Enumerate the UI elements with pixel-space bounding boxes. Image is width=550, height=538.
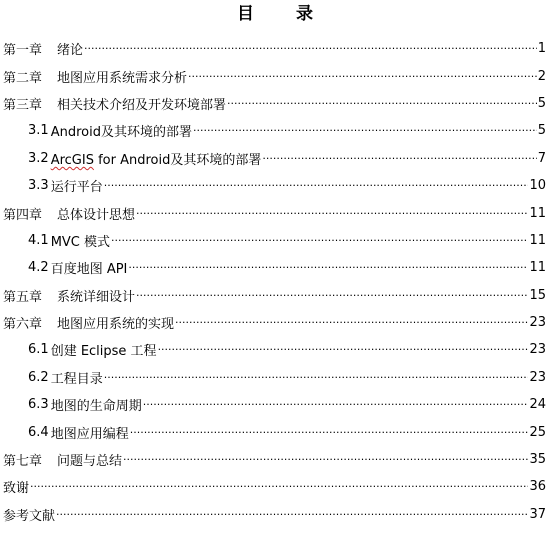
toc-entry-label: ArcGIS for Android及其环境的部署 (50, 152, 262, 168)
toc-entry-number: 3.2 (28, 150, 49, 166)
toc-entry-page-number: 11 (529, 205, 546, 221)
toc-leader-dots (111, 234, 528, 247)
toc-entry-page-number: 35 (529, 452, 546, 468)
page-title: 目 录 (237, 4, 331, 24)
toc-leader-dots (188, 70, 537, 83)
toc-entry[interactable] (0, 282, 550, 309)
toc-entry-label: 总体设计思想 (57, 207, 136, 223)
toc-entry[interactable] (0, 199, 550, 226)
toc-entry-label: 百度地图 API (50, 262, 128, 278)
toc-entry-number: 第一章 (3, 43, 43, 59)
toc-entry-page-number: 1 (537, 41, 546, 57)
toc-entry-number: 6.4 (28, 424, 49, 440)
toc-leader-dots (136, 207, 528, 220)
toc-leader-dots (123, 453, 528, 466)
toc-entry-number: 4.2 (28, 260, 49, 276)
toc-entry-label: 地图应用系统的实现 (57, 317, 175, 333)
toc-entry[interactable] (0, 501, 550, 528)
toc-entry[interactable] (0, 309, 550, 336)
toc-entry-page-number: 11 (529, 232, 546, 248)
toc-entry[interactable] (0, 145, 550, 172)
toc-entry[interactable] (0, 172, 550, 199)
toc-entry[interactable] (0, 62, 550, 89)
toc-entry-page-number: 10 (529, 178, 546, 194)
toc-entry-number: 第三章 (3, 97, 43, 113)
toc-leader-dots (136, 289, 528, 302)
toc-entry-page-number: 36 (529, 479, 546, 495)
toc-entry-label: 相关技术介绍及开发环境部署 (57, 97, 227, 113)
toc-leader-dots (30, 480, 528, 493)
toc-leader-dots (193, 124, 537, 137)
toc-leader-dots (104, 371, 529, 384)
toc-entry[interactable] (0, 446, 550, 473)
toc-entry-label: MVC 模式 (50, 234, 111, 250)
toc-entry-page-number: 5 (537, 123, 546, 139)
toc-entry-page-number: 25 (529, 424, 546, 440)
toc-leader-dots (104, 179, 529, 192)
toc-entry[interactable] (0, 418, 550, 445)
toc-entry-label: 系统详细设计 (57, 289, 136, 305)
toc-leader-dots (130, 426, 529, 439)
toc-entry-page-number: 24 (529, 397, 546, 413)
toc-entry-label: Android及其环境的部署 (50, 125, 192, 141)
toc-entry-label: 创建 Eclipse 工程 (50, 344, 157, 360)
toc-leader-dots (84, 42, 537, 55)
toc-entry-label: 致谢 (3, 481, 30, 497)
toc-entry-number: 第七章 (3, 454, 43, 470)
toc-entry-label: 绪论 (57, 43, 84, 59)
toc-entry[interactable] (0, 227, 550, 254)
toc-entry[interactable] (0, 364, 550, 391)
table-of-contents (0, 35, 550, 528)
toc-entry-page-number: 23 (529, 369, 546, 385)
toc-entry-label: 地图应用系统需求分析 (57, 70, 188, 86)
toc-leader-dots (262, 152, 536, 165)
toc-entry-page-number: 23 (529, 315, 546, 331)
toc-entry-number: 第四章 (3, 207, 43, 223)
toc-entry-label: 工程目录 (50, 371, 103, 387)
toc-entry-number: 6.1 (28, 342, 49, 358)
toc-entry-page-number: 5 (537, 95, 546, 111)
toc-leader-dots (175, 316, 528, 329)
toc-entry-label: 参考文献 (3, 508, 56, 524)
toc-leader-dots (128, 261, 528, 274)
toc-entry-label: 地图的生命周期 (50, 399, 142, 415)
toc-entry[interactable] (0, 90, 550, 117)
toc-entry-number: 3.1 (28, 123, 49, 139)
toc-entry[interactable] (0, 254, 550, 281)
toc-entry[interactable] (0, 336, 550, 363)
toc-entry-number: 第六章 (3, 317, 43, 333)
toc-entry-label: 地图应用编程 (50, 426, 129, 442)
toc-entry-number: 3.3 (28, 178, 49, 194)
toc-entry-label: 问题与总结 (57, 454, 123, 470)
toc-entry-page-number: 11 (529, 260, 546, 276)
toc-entry-page-number: 7 (537, 150, 546, 166)
toc-entry-page-number: 37 (529, 506, 546, 522)
toc-entry-page-number: 15 (529, 287, 546, 303)
toc-entry-number: 第二章 (3, 70, 43, 86)
toc-entry-number: 4.1 (28, 232, 49, 248)
toc-leader-dots (56, 508, 528, 521)
toc-entry[interactable] (0, 391, 550, 418)
toc-entry-number: 6.3 (28, 397, 49, 413)
toc-leader-dots (143, 398, 529, 411)
toc-entry[interactable] (0, 117, 550, 144)
toc-entry[interactable] (0, 473, 550, 500)
toc-entry-number: 第五章 (3, 289, 43, 305)
toc-entry-label: 运行平台 (50, 180, 103, 196)
toc-entry-page-number: 2 (537, 68, 546, 84)
toc-leader-dots (158, 343, 529, 356)
toc-entry[interactable] (0, 35, 550, 62)
toc-entry-page-number: 23 (529, 342, 546, 358)
toc-entry-number: 6.2 (28, 369, 49, 385)
toc-leader-dots (227, 97, 537, 110)
